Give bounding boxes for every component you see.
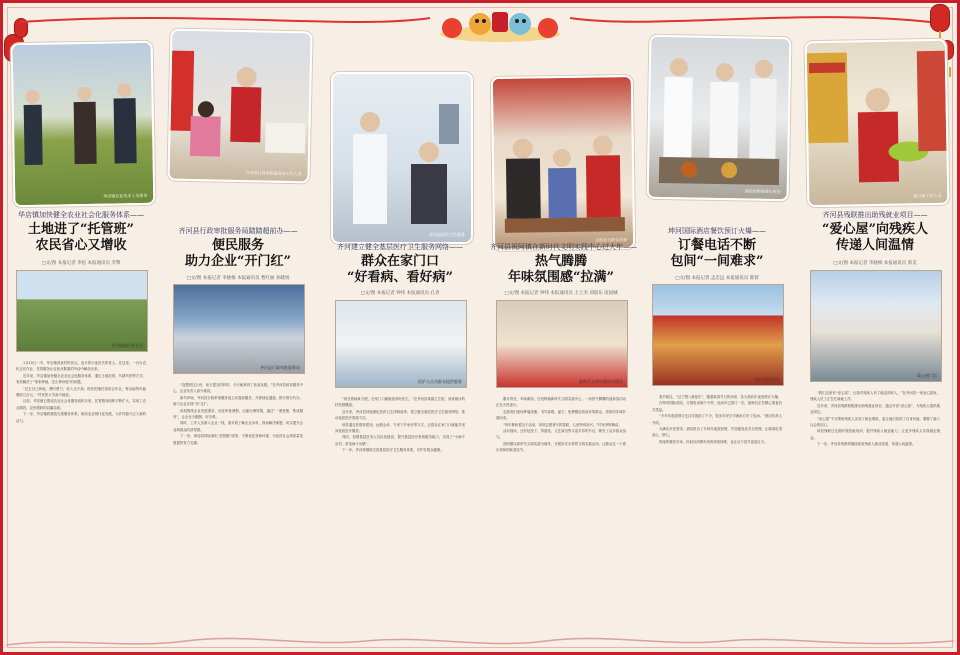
article-column-3 — [325, 20, 475, 648]
article-column-2 — [163, 20, 313, 648]
headline-line: 热气腾腾 — [534, 254, 587, 269]
headline-line: 群众在家门口 — [360, 254, 439, 269]
headline-line: “好看病、看好病” — [347, 270, 453, 285]
article-3-subtitle: 齐河建立健全基层医疗卫生服务网络—— — [337, 243, 463, 251]
article-6-subtitle: 齐河县残联推出助残就业项目—— — [822, 211, 928, 219]
article-5-main-photo — [647, 35, 792, 201]
article-6-byline: □文/图 本报记者 李晓梅 本报通讯员 蔡美 — [833, 261, 917, 266]
body-paragraph: 同时，工作人员深入企业一线，面对面了解企业诉求，现场解决难题，切实提升企业和群众的获得感。 — [173, 421, 303, 432]
article-4-byline: □文/图 本报记者 钟伟 本报通讯员 王士杰 刘晨东 庞国城 — [504, 291, 618, 296]
headline-line: 订餐电话不断 — [677, 238, 756, 253]
body-paragraph: “每年都盼着这个活动，拿到志愿者写的春联，心里特别高兴。”村民李阿姨说。 — [503, 422, 622, 427]
article-5-headline — [642, 238, 792, 270]
body-paragraph: 1月15日一早，华店镇香泉村的田头，连片的小麦田长势喜人。在这里，一台台农机正在作业，托管服务让农民从繁重的劳动中解放出来。 — [16, 361, 146, 372]
headline-line: 农民省心又增收 — [35, 238, 127, 253]
article-1-headline — [6, 222, 156, 254]
body-paragraph: “没想到这么快，前天提交的材料，今天就拿到了营业执照。”在齐河县政务服务中心，企业负责人高兴地说。 — [173, 383, 303, 394]
body-paragraph: “爱心屋”不仅帮助残疾人实现了就业增收，更让他们找到了自身价值，增强了融入社会的信心。 — [810, 416, 940, 428]
headline-line: 土地进了“托管班” — [28, 222, 134, 237]
article-6-inset-photo — [810, 270, 942, 382]
body-paragraph: 该县残联还定期开展技能培训，提升残疾人就业能力，让更多残疾人实现稳定就业。 — [810, 429, 940, 440]
headline-line: 包间“一间难求” — [670, 254, 764, 269]
article-2-headline — [163, 238, 313, 270]
article-2-main-photo — [167, 29, 312, 184]
article-3-body — [335, 396, 465, 644]
body-paragraph: 下一步，该局将持续深化“放管服”改革，不断优化营商环境，为经济社会高质量发展提供有力支撑。 — [173, 434, 303, 445]
article-2-subtitle: 齐河县行政审批服务局踏踏超前办—— — [178, 227, 298, 235]
body-paragraph: 祝阿镇以新时代文明实践为载体，开展形式多样的文明实践活动，让群众过一个欢乐祥和的新春佳节。 — [496, 441, 626, 453]
article-4-subtitle: 齐河县祝阿镇在新时代文明实践中心过大年—— — [490, 243, 637, 251]
body-paragraph: 同时，加强基层医务人员队伍建设，提升基层医疗机构服务能力，实现了“小病不出村、常见病不出镇”。 — [335, 435, 465, 446]
article-2-inset-photo — [173, 284, 305, 374]
inset-caption: 齐河县行政审批服务局 — [260, 365, 300, 370]
photo-caption: 志愿者为群众送福 — [595, 237, 628, 243]
body-paragraph: 腊月将至，年味渐浓。在祝阿镇新时代文明实践中心，一场热气腾腾的迎新春活动正在火热进行。 — [496, 397, 626, 408]
inset-caption: 华店镇高标准农田 — [111, 343, 143, 348]
photo-caption: 爱心屋工作人员 — [913, 192, 942, 199]
article-2-body — [173, 382, 303, 644]
article-6-body — [810, 390, 940, 644]
photo-caption: 齐河县行政审批服务局工作人员 — [245, 170, 302, 177]
article-5-body — [652, 394, 782, 644]
inset-caption: 医护人员为群众提供服务 — [418, 379, 462, 384]
article-4-inset-photo — [496, 300, 628, 388]
headline-line: “爱心屋”向残疾人 — [822, 222, 928, 237]
body-paragraph: 春节临近，“过了腊八就是年”，随着新春节日的到来，各大酒店年夜饭预订火爆。 — [659, 395, 782, 399]
body-paragraph: “今年年夜饭预订比往年提前了不少，很多市民早早就来订好了包间。”酒店负责人介绍。 — [652, 414, 782, 425]
article-1-subtitle: 华店镇加快健全农业社会化服务体系—— — [18, 211, 144, 219]
article-column-1 — [6, 20, 156, 648]
article-3-inset-photo — [335, 300, 467, 388]
article-6-headline — [800, 222, 950, 254]
article-4-main-photo — [491, 75, 635, 251]
article-column-6 — [800, 20, 950, 648]
body-paragraph: 近年来，齐河县持续深化医药卫生体制改革，建立健全基层医疗卫生服务网络，推动优质医疗资源下沉。 — [335, 409, 465, 421]
article-1-inset-photo — [16, 270, 148, 352]
article-column-5 — [642, 20, 792, 648]
article-3-main-photo — [331, 72, 473, 244]
body-paragraph: “现在看病真方便，在家门口就能找到好医生。”在齐河县某镇卫生院，前来就诊的村民感慨道。 — [335, 397, 465, 408]
article-1-byline: □文/图 本报记者 李松 本报通讯员 李擎 — [41, 261, 121, 266]
body-paragraph: 近年来，齐河县残联积极推出助残就业项目，通过开设“爱心屋”，为残疾人提供就业岗位。 — [810, 403, 940, 415]
bottom-pattern-decoration — [6, 635, 954, 649]
article-3-headline — [325, 254, 475, 286]
article-5-byline: □文/图 本报记者 孟忠远 本报通讯员 陈蓉 — [675, 276, 759, 281]
article-1-main-photo — [11, 41, 156, 207]
photo-caption: 酒店厨师准备年夜饭 — [744, 188, 781, 195]
body-paragraph: “过去自己种地，费时费力，收入还不高。现在把地托管给合作社，每亩地每年能增收几百元。”村民张大爷高兴地说。 — [16, 386, 146, 398]
inset-caption: 新时代文明实践活动现场 — [579, 379, 623, 384]
headline-line: 助力企业“开门红” — [185, 254, 291, 269]
photo-caption: 齐河县医疗卫生服务 — [429, 232, 465, 237]
body-paragraph: 近年来，华店镇加快健全农业社会化服务体系，通过土地托管、代耕代种等方式，有效解决了“谁来种地、怎么种好地”的问题。 — [16, 373, 146, 385]
body-paragraph: 下一步，齐河将继续完善基层医疗卫生服务体系，守护好群众健康。 — [342, 448, 444, 453]
body-paragraph: “我们这里有“爱心屋”，让我们残疾人有了稳定的收入。”在齐河县一家爱心屋里，残疾人员工正在忙碌地工作。 — [810, 391, 940, 402]
article-column-4 — [486, 20, 636, 648]
article-4-headline — [486, 254, 636, 286]
article-5-inset-photo — [652, 284, 784, 386]
article-2-byline: □文/图 本报记者 李晓梅 本报通讯员 曹红丽 孙晓扬 — [186, 276, 290, 281]
article-4-body — [496, 396, 626, 644]
body-paragraph: 该局围绕企业发展需求，优化审批流程，压缩办理时限，通过“一窗受理、集成服务”，让企业少跑腿、好办事。 — [173, 408, 303, 420]
headline-line: 年味氛围感“拉满” — [508, 270, 614, 285]
inset-caption: 爱心屋门店 — [917, 373, 937, 378]
article-1-body — [16, 360, 146, 640]
body-paragraph: 下一步，华店镇将继续完善服务体系，推动农业现代化发展，为乡村振兴注入新的活力。 — [16, 412, 146, 423]
headline-line: 便民服务 — [211, 238, 264, 253]
body-paragraph: 为满足市民需求，酒店推出了多种年夜饭套餐，并加强食品安全管理，让顾客吃得放心、舒心。 — [652, 427, 782, 438]
article-6-main-photo — [805, 39, 950, 207]
body-paragraph: 新年伊始，齐河县行政审批服务局主动靠前服务，开辟绿色通道，推行帮办代办，助力企业实现“开门红”。 — [173, 395, 303, 407]
inset-caption: 坤河国际酒店 — [755, 377, 779, 382]
headline-line: 传递人间温情 — [835, 238, 914, 253]
body-paragraph: 目前，华店镇已建成农业社会化服务组织多家，托管服务面积不断扩大，实现了农业增效、农民增收的双赢局面。 — [16, 399, 146, 410]
body-paragraph: 下一步，齐河县残联将继续拓宽残疾人就业渠道，传递人间温情。 — [817, 442, 916, 447]
article-3-byline: □文/图 本报记者 钟伟 本报通讯员 孔青 — [360, 291, 440, 296]
body-paragraph: 在坤河国际酒店，订餐电话响个不停，包间早已预订一空，厨师们正在精心准备各式菜品。 — [652, 401, 782, 412]
photo-caption: 华店镇农业技术人员指导 — [103, 192, 148, 199]
body-paragraph: 志愿者们现场挥毫泼墨，书写春联、福字，免费赠送给前来的群众，浓浓的年味扑面而来。 — [496, 409, 626, 421]
body-paragraph: 活动现场，还有包饺子、剪窗花、文艺演出等丰富多彩的节目，吸引了众多群众参与。 — [496, 429, 626, 440]
article-5-subtitle: 坤河国际酒店餐饮预订火爆—— — [668, 227, 766, 235]
body-paragraph: 该县通过医联体建设、远程会诊、专家下乡坐诊等方式，让群众在家门口就能享受到优质医疗服务。 — [335, 422, 465, 434]
body-paragraph: 热闹的餐饮市场，折射出消费市场的持续回暖，也让这个春节更加红火。 — [659, 439, 768, 444]
